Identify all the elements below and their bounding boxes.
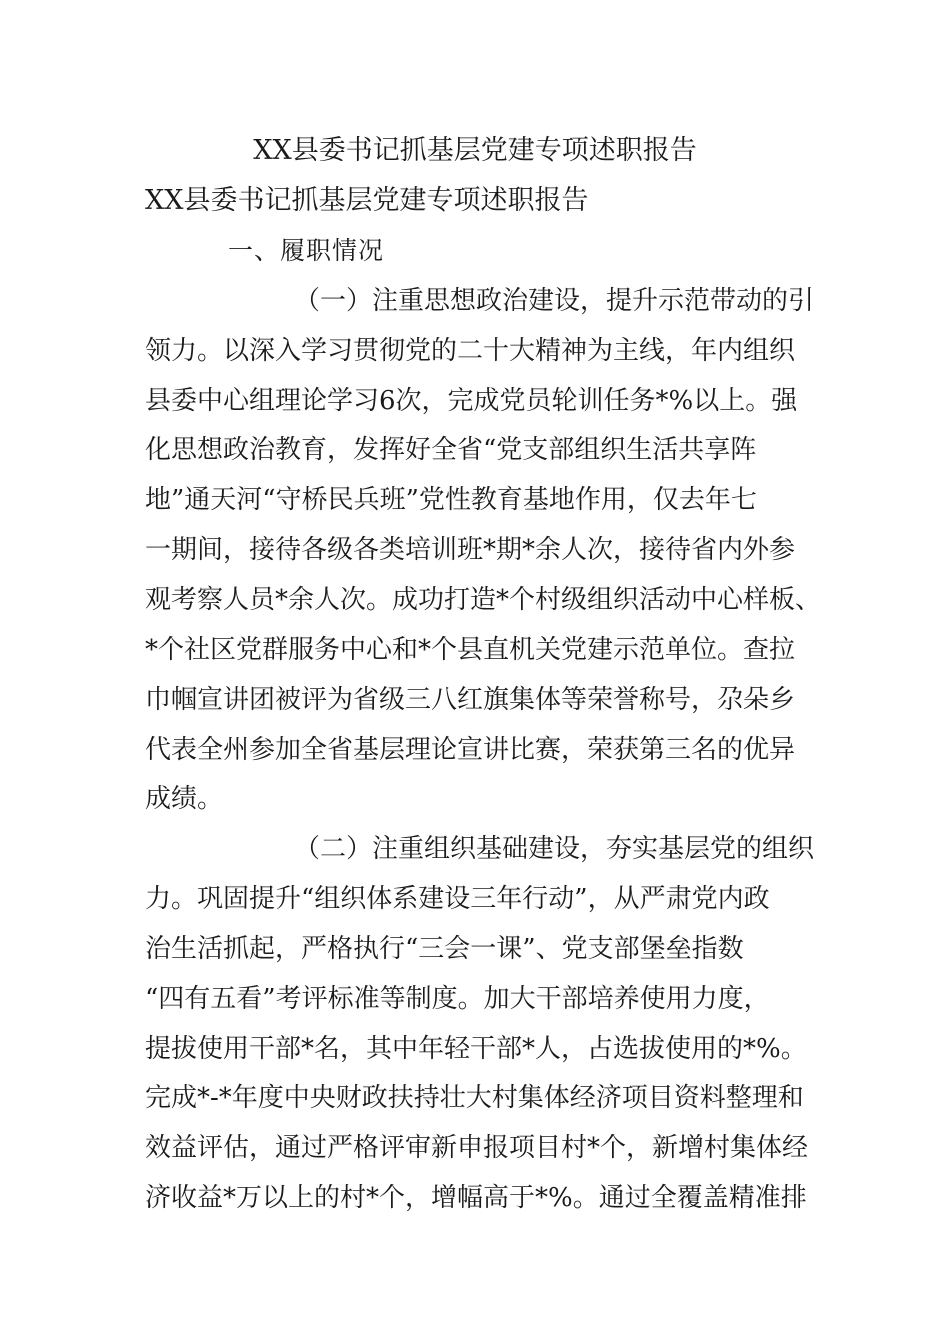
paragraph-line: “四有五看”考评标准等制度。加大干部培养使用力度， [145,984,770,1014]
paragraph-line: （一）注重思想政治建设，提升示范带动的引 [294,286,815,316]
paragraph-line: 完成*-*年度中央财政扶持壮大村集体经济项目资料整理和 [145,1083,804,1113]
paragraph-line: 成绩。 [145,784,224,814]
paragraph-line: 地”通天河“守桥民兵班”党性教育基地作用，仅去年七 [145,485,757,515]
paragraph-line: （二）注重组织基础建设，夯实基层党的组织 [294,834,815,864]
paragraph-line: 力。巩固提升“组织体系建设三年行动”，从严肃党内政 [145,884,770,914]
paragraph-line: 化思想政治教育，发挥好全省“党支部组织生活共享阵 [145,435,757,465]
paragraph-line: 观考察人员*余人次。成功打造*个村级组织活动中心样板、 [145,585,822,615]
paragraph-line: 效益评估，通过严格评审新申报项目村*个，新增村集体经 [145,1133,809,1163]
paragraph-line: 治生活抓起，严格执行“三会一课”、党支部堡垒指数 [145,934,744,964]
document-title: XX县委书记抓基层党建专项述职报告 [253,135,697,166]
paragraph-line: 一期间，接待各级各类培训班*期*余人次，接待省内外参 [145,535,796,565]
paragraph-line: *个社区党群服务中心和*个县直机关党建示范单位。查拉 [145,635,796,665]
paragraph-line: 济收益*万以上的村*个，增幅高于*%。通过全覆盖精准排 [145,1183,807,1213]
paragraph-line: 县委中心组理论学习6次，完成党员轮训任务*%以上。强 [145,386,798,416]
document-subtitle: XX县委书记抓基层党建专项述职报告 [145,185,589,216]
paragraph-line: 巾帼宣讲团被评为省级三八红旗集体等荣誉称号，尕朵乡 [145,685,796,715]
paragraph-line: 领力。以深入学习贯彻党的二十大精神为主线，年内组织 [145,336,796,366]
section-heading: 一、履职情况 [228,236,385,265]
paragraph-line: 代表全州参加全省基层理论宣讲比赛，荣获第三名的优异 [145,735,796,765]
paragraph-line: 提拔使用干部*名，其中年轻干部*人，占选拔使用的*%。 [145,1034,807,1064]
